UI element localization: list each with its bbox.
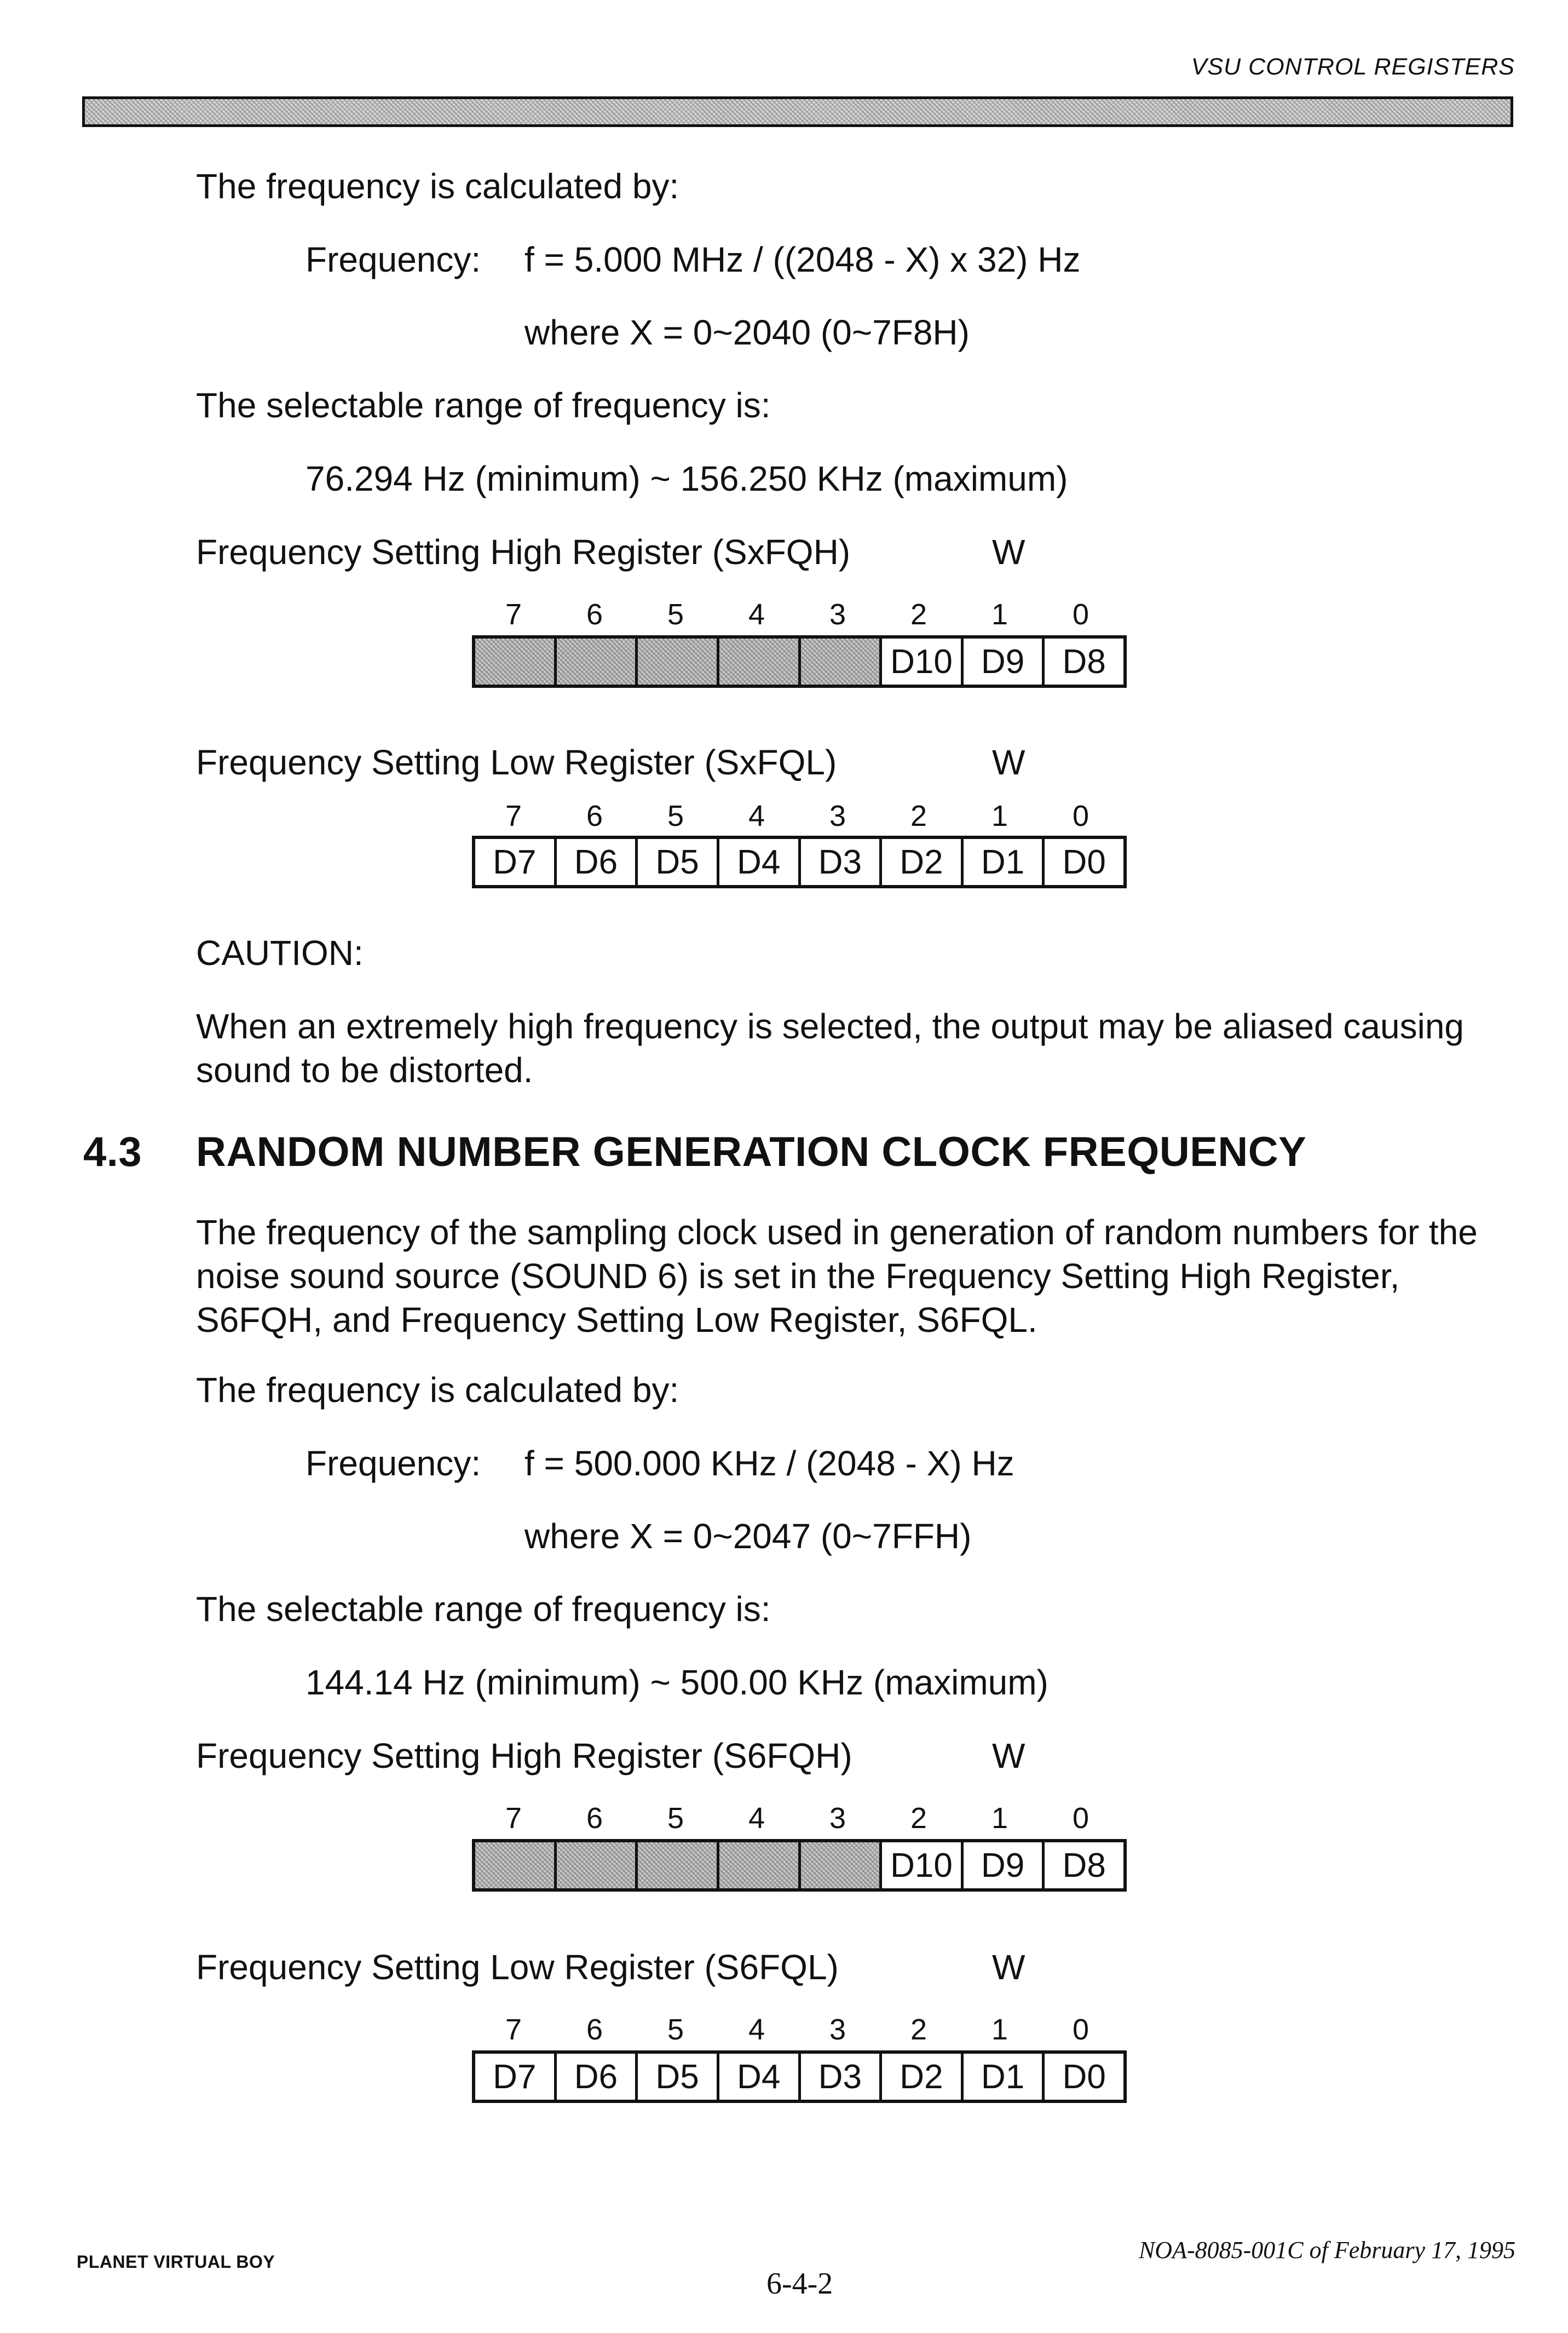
register-cell: D7: [475, 2054, 557, 2100]
bit-number-row-sxfql: [473, 800, 1121, 832]
bit-number: 1: [991, 800, 1008, 832]
register-cell-unused: [638, 1842, 719, 1888]
bit-number: 5: [667, 1802, 684, 1835]
register-cell: D8: [1062, 642, 1106, 681]
register-label-s6fqh: Frequency Setting High Register (S6FQH): [196, 1736, 852, 1775]
formula: f = 5.000 MHz / ((2048 - X) x 32) Hz: [524, 240, 1081, 279]
calc-intro: The frequency is calculated by:: [196, 1370, 679, 1410]
register-cell-unused: [801, 639, 883, 685]
bit-number: 2: [910, 800, 927, 832]
bit-number: 0: [1072, 2013, 1089, 2046]
range-intro: The selectable range of frequency is:: [196, 386, 771, 425]
bit-number: 6: [586, 1802, 603, 1835]
register-cell: D5: [638, 839, 719, 885]
caution-label: CAUTION:: [196, 933, 364, 973]
register-cell: D6: [557, 839, 638, 885]
calc-intro: The frequency is calculated by:: [196, 166, 679, 206]
register-cell: D2: [882, 839, 964, 885]
bit-number: 7: [505, 598, 522, 631]
bit-number: 4: [748, 800, 765, 832]
register-diagram-sxfql: [472, 836, 1127, 888]
register-cell: D6: [557, 2054, 638, 2100]
document-id: NOA-8085-001C of February 17, 1995: [1138, 2237, 1515, 2263]
register-cell-unused: [475, 639, 557, 685]
bit-number: 0: [1072, 598, 1089, 631]
register-label-sxfql: Frequency Setting Low Register (SxFQL): [196, 743, 837, 782]
bit-number-row-s6fql: [473, 2013, 1121, 2046]
section-number: 4.3: [83, 1129, 142, 1175]
range-value: 76.294 Hz (minimum) ~ 156.250 KHz (maximum): [305, 459, 1068, 498]
register-access-s6fqh: W: [992, 1736, 1025, 1775]
bit-number: 4: [748, 598, 765, 631]
bit-number: 7: [505, 2013, 522, 2046]
register-access-sxfql: W: [992, 743, 1025, 782]
register-cell: D9: [964, 1842, 1045, 1888]
register-diagram-sxfqh: [472, 635, 1127, 688]
formula-where: where X = 0~2040 (0~7F8H): [524, 313, 970, 352]
register-cell: D5: [638, 2054, 719, 2100]
bit-number: 3: [829, 598, 846, 631]
bit-number: 2: [910, 598, 927, 631]
register-diagram-s6fqh: [472, 1839, 1127, 1892]
bit-number: 0: [1072, 800, 1089, 832]
bit-number: 4: [748, 1802, 765, 1835]
bit-number: 3: [829, 1802, 846, 1835]
header-rule-bar: [82, 96, 1513, 127]
formula-label: Frequency:: [305, 1444, 481, 1483]
bit-number: 2: [910, 2013, 927, 2046]
bit-number: 7: [505, 1802, 522, 1835]
register-cell-unused: [719, 639, 801, 685]
register-access-s6fql: W: [992, 1947, 1025, 1987]
register-cell-unused: [801, 1842, 883, 1888]
bit-number: 4: [748, 2013, 765, 2046]
register-cell: D3: [801, 839, 883, 885]
formula-where: where X = 0~2047 (0~7FFH): [524, 1516, 972, 1556]
bit-number: 1: [991, 598, 1008, 631]
register-cell: D0: [1062, 843, 1106, 881]
register-label-s6fql: Frequency Setting Low Register (S6FQL): [196, 1947, 839, 1987]
caution-text: When an extremely high frequency is selected, the output may be aliased causing sound to be distorted.: [196, 1007, 1464, 1090]
bit-number: 5: [667, 598, 684, 631]
range-value: 144.14 Hz (minimum) ~ 500.00 KHz (maximum): [305, 1663, 1048, 1702]
register-cell: D1: [964, 2054, 1045, 2100]
register-cell: D0: [1062, 2058, 1106, 2096]
register-cell-unused: [475, 1842, 557, 1888]
register-cell: D2: [882, 2054, 964, 2100]
formula: f = 500.000 KHz / (2048 - X) Hz: [524, 1444, 1014, 1483]
bit-number: 0: [1072, 1802, 1089, 1835]
register-cell-unused: [638, 639, 719, 685]
bit-number: 1: [991, 2013, 1008, 2046]
register-cell: D10: [882, 1842, 964, 1888]
register-label-sxfqh: Frequency Setting High Register (SxFQH): [196, 532, 851, 572]
register-cell: D4: [719, 2054, 801, 2100]
page-number: 6-4-2: [766, 2267, 833, 2301]
register-access-sxfqh: W: [992, 532, 1025, 572]
section-title: RANDOM NUMBER GENERATION CLOCK FREQUENCY: [196, 1129, 1307, 1175]
bit-number: 1: [991, 1802, 1008, 1835]
bit-number: 6: [586, 598, 603, 631]
register-cell: D9: [964, 639, 1045, 685]
bit-number-row-s6fqh: [473, 1802, 1121, 1835]
register-cell: D7: [475, 839, 557, 885]
bit-number: 2: [910, 1802, 927, 1835]
footer-publisher: PLANET VIRTUAL BOY: [77, 2252, 275, 2272]
bit-number: 5: [667, 800, 684, 832]
bit-number: 3: [829, 800, 846, 832]
register-cell-unused: [557, 1842, 638, 1888]
register-cell: D1: [964, 839, 1045, 885]
bit-number: 7: [505, 800, 522, 832]
bit-number: 3: [829, 2013, 846, 2046]
register-cell: D4: [719, 839, 801, 885]
bit-number: 5: [667, 2013, 684, 2046]
register-cell: D3: [801, 2054, 883, 2100]
section-intro: The frequency of the sampling clock used in generation of random numbers for the noise sound source (SOUND 6) is set in the Frequency Setting High Register, S6FQH, and Frequency Setting Low Register, S6FQL.: [196, 1213, 1478, 1340]
register-cell: D10: [882, 639, 964, 685]
register-cell-unused: [557, 639, 638, 685]
formula-label: Frequency:: [305, 240, 481, 279]
bit-number-row-sxfqh: [473, 598, 1121, 631]
range-intro: The selectable range of frequency is:: [196, 1589, 771, 1629]
register-diagram-s6fql: [472, 2050, 1127, 2103]
register-cell: D8: [1062, 1846, 1106, 1884]
bit-number: 6: [586, 2013, 603, 2046]
running-header: VSU CONTROL REGISTERS: [1191, 54, 1515, 80]
register-cell-unused: [719, 1842, 801, 1888]
bit-number: 6: [586, 800, 603, 832]
